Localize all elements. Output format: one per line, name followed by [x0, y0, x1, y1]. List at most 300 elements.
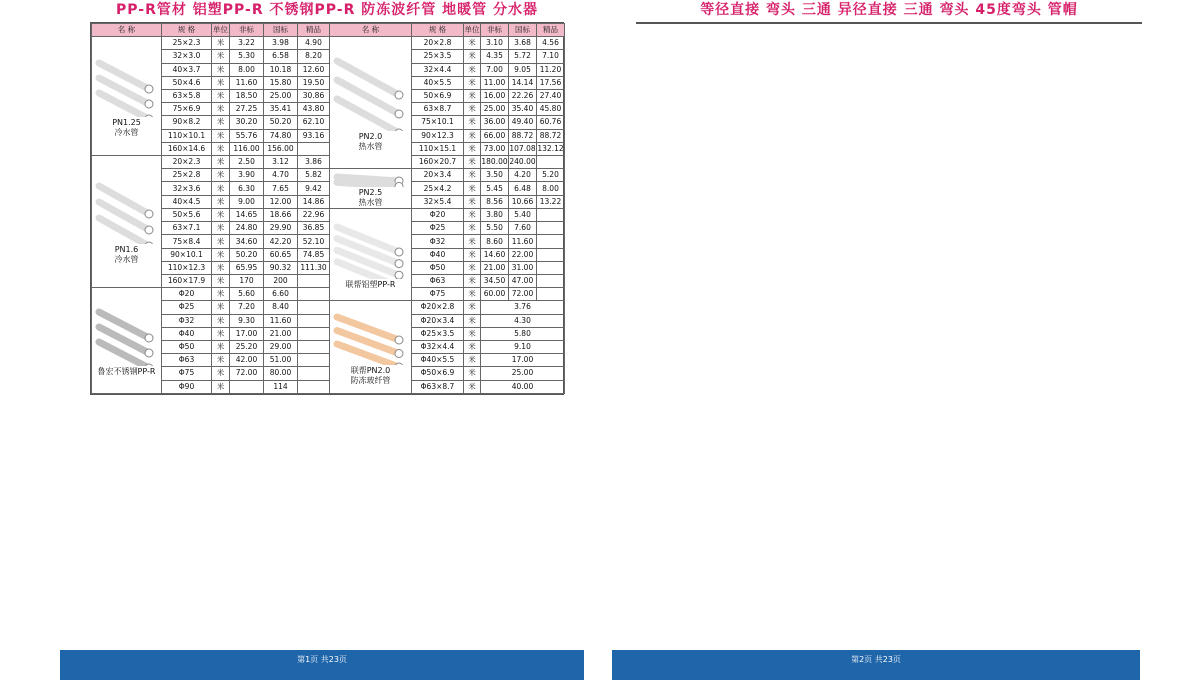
price-row — [92, 63, 565, 76]
table-cell: 110×12.3 — [162, 261, 212, 274]
price-row — [92, 354, 565, 367]
table-cell: 3.68 — [509, 37, 537, 50]
table-cell: 米 — [464, 76, 481, 89]
table-cell: 17.00 — [230, 327, 264, 340]
table-cell: 6.48 — [509, 182, 537, 195]
table-cell: 米 — [464, 195, 481, 208]
table-cell — [537, 155, 565, 168]
table-cell: 11.60 — [230, 76, 264, 89]
price-row — [92, 116, 565, 129]
table-cell: 34.50 — [481, 275, 509, 288]
right-page-title: 等径直接 弯头 三通 异径直接 三通 弯头 45度弯头 管帽 — [700, 2, 1078, 18]
left-price-sheet — [90, 22, 564, 395]
table-cell: 55.76 — [230, 129, 264, 142]
table-cell: 19.50 — [298, 76, 330, 89]
white-pipe-image — [95, 57, 159, 117]
table-cell: 93.16 — [298, 129, 330, 142]
table-cell: 50.20 — [264, 116, 298, 129]
table-cell: 10.18 — [264, 63, 298, 76]
left-header-row — [92, 24, 565, 37]
table-cell: 200 — [264, 275, 298, 288]
table-cell: 88.72 — [537, 129, 565, 142]
table-cell: 5.45 — [481, 182, 509, 195]
table-cell: 3.90 — [230, 169, 264, 182]
table-cell: 米 — [464, 354, 481, 367]
table-cell: 米 — [212, 209, 230, 222]
table-cell: 65.95 — [230, 261, 264, 274]
table-cell: 米 — [464, 103, 481, 116]
table-cell: 75×8.4 — [162, 235, 212, 248]
table-cell: 8.00 — [230, 63, 264, 76]
table-cell: 31.00 — [509, 261, 537, 274]
table-cell — [230, 380, 264, 393]
table-cell: 米 — [464, 367, 481, 380]
price-row — [92, 89, 565, 102]
table-cell: 75×6.9 — [162, 103, 212, 116]
table-cell: 160×17.9 — [162, 275, 212, 288]
table-cell: 18.66 — [264, 209, 298, 222]
table-cell: 3.50 — [481, 169, 509, 182]
table-cell: 5.20 — [537, 169, 565, 182]
column-header: 规 格 — [412, 24, 464, 37]
table-cell: 米 — [212, 182, 230, 195]
table-cell: 米 — [212, 76, 230, 89]
table-cell: Φ50×6.9 — [412, 367, 464, 380]
table-cell: 米 — [212, 314, 230, 327]
table-cell: 14.60 — [481, 248, 509, 261]
table-cell: 22.00 — [509, 248, 537, 261]
column-header: 非标 — [481, 24, 509, 37]
table-cell — [537, 288, 565, 301]
table-cell: 20×2.3 — [162, 155, 212, 168]
table-cell: 3.22 — [230, 37, 264, 50]
table-cell: Φ63×8.7 — [412, 380, 464, 393]
table-cell: 4.30 — [481, 314, 565, 327]
table-cell: 90.32 — [264, 261, 298, 274]
table-cell: 110×15.1 — [412, 142, 464, 155]
table-cell: 27.25 — [230, 103, 264, 116]
table-cell: 米 — [464, 235, 481, 248]
table-cell: 米 — [464, 248, 481, 261]
table-cell: 4.70 — [264, 169, 298, 182]
table-cell: 米 — [464, 301, 481, 314]
table-cell: 6.30 — [230, 182, 264, 195]
table-cell: 50×4.6 — [162, 76, 212, 89]
table-cell: 40×5.5 — [412, 76, 464, 89]
price-row — [92, 50, 565, 63]
product-cell-pn125 — [92, 37, 162, 156]
price-row — [92, 235, 565, 248]
hot-pipe-image — [333, 55, 409, 131]
table-cell: 30.20 — [230, 116, 264, 129]
left-table-body — [92, 37, 565, 394]
table-cell: 14.14 — [509, 76, 537, 89]
table-cell: 5.60 — [230, 288, 264, 301]
table-cell: 米 — [212, 129, 230, 142]
table-cell: 29.00 — [264, 340, 298, 353]
table-cell: Φ25 — [162, 301, 212, 314]
table-cell: 25×4.2 — [412, 182, 464, 195]
left-footer-bar — [60, 650, 584, 680]
table-cell: 3.12 — [264, 155, 298, 168]
table-cell: 40×3.7 — [162, 63, 212, 76]
right-page — [634, 0, 1144, 680]
table-cell: 25.20 — [230, 340, 264, 353]
table-cell: 51.00 — [264, 354, 298, 367]
table-cell: 米 — [464, 129, 481, 142]
product-label: PN2.5 — [358, 188, 383, 198]
price-row — [92, 327, 565, 340]
column-header: 单位 — [212, 24, 230, 37]
table-cell: 米 — [464, 288, 481, 301]
table-cell: 74.80 — [264, 129, 298, 142]
table-cell: 18.50 — [230, 89, 264, 102]
table-cell: 米 — [212, 380, 230, 393]
table-cell: 米 — [464, 261, 481, 274]
table-cell — [298, 327, 330, 340]
price-row — [92, 155, 565, 168]
table-cell: Φ50 — [162, 340, 212, 353]
hot-pipe-image — [333, 171, 409, 187]
table-cell: 72.00 — [509, 288, 537, 301]
price-row — [92, 209, 565, 222]
table-cell: 11.00 — [481, 76, 509, 89]
table-cell: Φ20×2.8 — [412, 301, 464, 314]
table-cell: 米 — [212, 340, 230, 353]
product-cell-pn16 — [92, 155, 162, 287]
table-cell: 74.85 — [298, 248, 330, 261]
table-cell: 7.65 — [264, 182, 298, 195]
table-cell: 20×3.4 — [412, 169, 464, 182]
table-cell: 32×3.0 — [162, 50, 212, 63]
price-row — [92, 261, 565, 274]
table-cell: 25×2.8 — [162, 169, 212, 182]
table-cell: 米 — [464, 327, 481, 340]
table-cell: 47.00 — [509, 275, 537, 288]
table-cell: 132.12 — [537, 142, 565, 155]
table-cell: 5.72 — [509, 50, 537, 63]
table-cell: 50×6.9 — [412, 89, 464, 102]
table-cell: Φ32 — [162, 314, 212, 327]
table-cell: 63×5.8 — [162, 89, 212, 102]
table-cell: 25.00 — [481, 367, 565, 380]
table-cell — [537, 209, 565, 222]
price-row — [92, 195, 565, 208]
table-cell: Φ25×3.5 — [412, 327, 464, 340]
table-cell: 32×4.4 — [412, 63, 464, 76]
table-cell: 8.00 — [537, 182, 565, 195]
table-cell: 3.86 — [298, 155, 330, 168]
table-cell: 7.00 — [481, 63, 509, 76]
table-cell: 22.26 — [509, 89, 537, 102]
column-header: 精品 — [298, 24, 330, 37]
table-cell: 3.80 — [481, 209, 509, 222]
table-cell: 米 — [464, 275, 481, 288]
table-cell: 米 — [212, 222, 230, 235]
table-cell: 35.40 — [509, 103, 537, 116]
table-cell: 米 — [464, 380, 481, 393]
table-cell: Φ63 — [412, 275, 464, 288]
table-cell: Φ50 — [412, 261, 464, 274]
table-cell: 米 — [464, 182, 481, 195]
table-cell: 66.00 — [481, 129, 509, 142]
table-cell: 米 — [212, 195, 230, 208]
table-cell: 12.60 — [298, 63, 330, 76]
column-header: 国标 — [264, 24, 298, 37]
table-cell: 米 — [464, 169, 481, 182]
table-cell: 米 — [212, 235, 230, 248]
table-cell: 36.85 — [298, 222, 330, 235]
table-cell: 22.96 — [298, 209, 330, 222]
product-label: PN1.25 — [112, 117, 141, 127]
table-cell — [298, 275, 330, 288]
table-cell: 米 — [212, 37, 230, 50]
fiber-pipe-image — [333, 311, 409, 365]
table-cell: 17.56 — [537, 76, 565, 89]
table-cell: 16.00 — [481, 89, 509, 102]
table-cell: 17.00 — [481, 354, 565, 367]
table-cell: Φ20×3.4 — [412, 314, 464, 327]
price-row — [92, 76, 565, 89]
table-cell: 114 — [264, 380, 298, 393]
table-cell: 36.00 — [481, 116, 509, 129]
table-cell: 156.00 — [264, 142, 298, 155]
table-cell: 12.00 — [264, 195, 298, 208]
product-label: 热水管 — [358, 198, 383, 208]
table-cell: 50.20 — [230, 248, 264, 261]
table-cell: 240.00 — [509, 155, 537, 168]
table-cell: 米 — [212, 288, 230, 301]
table-cell: 60.00 — [481, 288, 509, 301]
table-cell — [298, 380, 330, 393]
table-cell: Φ40×5.5 — [412, 354, 464, 367]
table-cell: 米 — [464, 209, 481, 222]
left-top-table — [91, 23, 565, 394]
product-label: 联帮铝塑PP-R — [345, 280, 396, 290]
table-cell: 90×8.2 — [162, 116, 212, 129]
product-cell-stainless — [92, 288, 162, 394]
table-cell: 5.50 — [481, 222, 509, 235]
table-cell: 米 — [212, 142, 230, 155]
table-cell: 34.60 — [230, 235, 264, 248]
table-cell: 180.00 — [481, 155, 509, 168]
table-cell: Φ32 — [412, 235, 464, 248]
table-cell: 米 — [464, 142, 481, 155]
column-header: 规 格 — [162, 24, 212, 37]
table-cell: 111.30 — [298, 261, 330, 274]
table-cell: 21.00 — [481, 261, 509, 274]
price-row — [92, 169, 565, 182]
table-cell: Φ40 — [162, 327, 212, 340]
product-label: 热水管 — [358, 142, 383, 152]
product-cell-fiber — [330, 301, 412, 393]
table-cell: 88.72 — [509, 129, 537, 142]
table-cell: Φ63 — [162, 354, 212, 367]
price-row — [92, 288, 565, 301]
table-cell: 米 — [212, 354, 230, 367]
table-cell: 米 — [212, 327, 230, 340]
table-cell: 14.65 — [230, 209, 264, 222]
price-row — [92, 222, 565, 235]
table-cell — [298, 354, 330, 367]
column-header: 单位 — [464, 24, 481, 37]
table-cell: 25×2.3 — [162, 37, 212, 50]
table-cell: 米 — [212, 116, 230, 129]
table-cell: Φ20 — [412, 209, 464, 222]
table-cell: 9.05 — [509, 63, 537, 76]
table-cell — [537, 275, 565, 288]
table-cell: 107.08 — [509, 142, 537, 155]
table-cell: 80.00 — [264, 367, 298, 380]
table-cell: 3.98 — [264, 37, 298, 50]
table-cell: 米 — [212, 301, 230, 314]
price-row — [92, 182, 565, 195]
aluminum-pipe-image — [333, 221, 409, 279]
price-row — [92, 340, 565, 353]
product-cell-aluminum — [330, 209, 412, 301]
table-cell — [537, 222, 565, 235]
price-row — [92, 129, 565, 142]
table-cell: 9.42 — [298, 182, 330, 195]
table-cell: Φ32×4.4 — [412, 340, 464, 353]
table-cell: 32×3.6 — [162, 182, 212, 195]
table-cell: Φ25 — [412, 222, 464, 235]
product-cell-pn25 — [330, 169, 412, 209]
right-footer-bar — [612, 650, 1140, 680]
table-cell: 27.40 — [537, 89, 565, 102]
product-label: 冷水管 — [114, 255, 139, 265]
table-cell: Φ20 — [162, 288, 212, 301]
table-cell: 11.60 — [509, 235, 537, 248]
table-cell: 170 — [230, 275, 264, 288]
table-cell: 45.80 — [537, 103, 565, 116]
product-label: PN2.0 — [358, 132, 383, 142]
table-cell: 35.41 — [264, 103, 298, 116]
table-cell: 4.20 — [509, 169, 537, 182]
table-cell: 40.00 — [481, 380, 565, 393]
price-row — [92, 314, 565, 327]
price-row — [92, 275, 565, 288]
table-cell: 49.40 — [509, 116, 537, 129]
table-cell: 5.80 — [481, 327, 565, 340]
table-cell: 7.20 — [230, 301, 264, 314]
column-header: 精品 — [537, 24, 565, 37]
price-row — [92, 142, 565, 155]
table-cell: 9.30 — [230, 314, 264, 327]
product-label: 鲁宏不锈钢PP-R — [97, 366, 156, 376]
table-cell: 3.10 — [481, 37, 509, 50]
table-cell: 5.40 — [509, 209, 537, 222]
product-label: 防冻玻纤管 — [350, 375, 391, 385]
table-cell: 72.00 — [230, 367, 264, 380]
right-price-sheet — [636, 22, 1142, 24]
table-cell — [298, 367, 330, 380]
table-cell: 42.20 — [264, 235, 298, 248]
column-header: 非标 — [230, 24, 264, 37]
price-row — [92, 301, 565, 314]
table-cell: 4.35 — [481, 50, 509, 63]
table-cell: 90×10.1 — [162, 248, 212, 261]
left-page — [88, 0, 566, 680]
table-cell: 24.80 — [230, 222, 264, 235]
table-cell — [298, 340, 330, 353]
price-row — [92, 248, 565, 261]
table-cell: 110×10.1 — [162, 129, 212, 142]
table-cell: 米 — [464, 89, 481, 102]
table-cell: 43.80 — [298, 103, 330, 116]
table-cell: 3.76 — [481, 301, 565, 314]
table-cell: 米 — [464, 340, 481, 353]
column-header: 名 称 — [330, 24, 412, 37]
right-page-number: 第2页 共23页 — [851, 655, 901, 664]
price-row — [92, 367, 565, 380]
table-cell: Φ75 — [162, 367, 212, 380]
table-cell: 160×14.6 — [162, 142, 212, 155]
table-cell: 90×12.3 — [412, 129, 464, 142]
product-label: 联帮PN2.0 — [350, 365, 391, 375]
table-cell — [537, 261, 565, 274]
table-cell: 6.58 — [264, 50, 298, 63]
table-cell: 15.80 — [264, 76, 298, 89]
table-cell: 米 — [464, 116, 481, 129]
table-cell: 米 — [212, 155, 230, 168]
table-cell: 29.90 — [264, 222, 298, 235]
table-cell — [298, 142, 330, 155]
table-cell: 米 — [212, 50, 230, 63]
table-cell: 米 — [464, 155, 481, 168]
table-cell: 116.00 — [230, 142, 264, 155]
table-cell: 8.60 — [481, 235, 509, 248]
table-cell: 60.76 — [537, 116, 565, 129]
table-cell: 米 — [212, 63, 230, 76]
table-cell: 10.66 — [509, 195, 537, 208]
table-cell: 米 — [464, 314, 481, 327]
steel-pipe-image — [95, 306, 159, 366]
table-cell: 20×2.8 — [412, 37, 464, 50]
table-cell: 米 — [464, 37, 481, 50]
table-cell: 63×8.7 — [412, 103, 464, 116]
table-cell: 52.10 — [298, 235, 330, 248]
table-cell: 米 — [464, 63, 481, 76]
table-cell: 米 — [212, 169, 230, 182]
table-cell: 8.40 — [264, 301, 298, 314]
table-cell: 14.86 — [298, 195, 330, 208]
table-cell: 42.00 — [230, 354, 264, 367]
table-cell: 2.50 — [230, 155, 264, 168]
table-cell: 40×4.5 — [162, 195, 212, 208]
product-cell-pn20 — [330, 37, 412, 169]
table-cell: 73.00 — [481, 142, 509, 155]
price-row — [92, 380, 565, 393]
table-cell: 60.65 — [264, 248, 298, 261]
table-cell: 米 — [464, 50, 481, 63]
product-label: PN1.6 — [114, 245, 139, 255]
table-cell: 米 — [212, 275, 230, 288]
table-cell: 米 — [212, 367, 230, 380]
left-page-title: PP-R管材 铝塑PP-R 不锈钢PP-R 防冻波纤管 地暖管 分水器 — [116, 2, 538, 18]
price-row — [92, 37, 565, 50]
table-cell: 13.22 — [537, 195, 565, 208]
table-cell: 62.10 — [298, 116, 330, 129]
table-cell: 4.90 — [298, 37, 330, 50]
table-cell: 5.30 — [230, 50, 264, 63]
column-header: 名 称 — [92, 24, 162, 37]
table-cell — [537, 235, 565, 248]
table-cell: 160×20.7 — [412, 155, 464, 168]
table-cell — [298, 314, 330, 327]
table-cell — [298, 288, 330, 301]
table-cell: 30.86 — [298, 89, 330, 102]
